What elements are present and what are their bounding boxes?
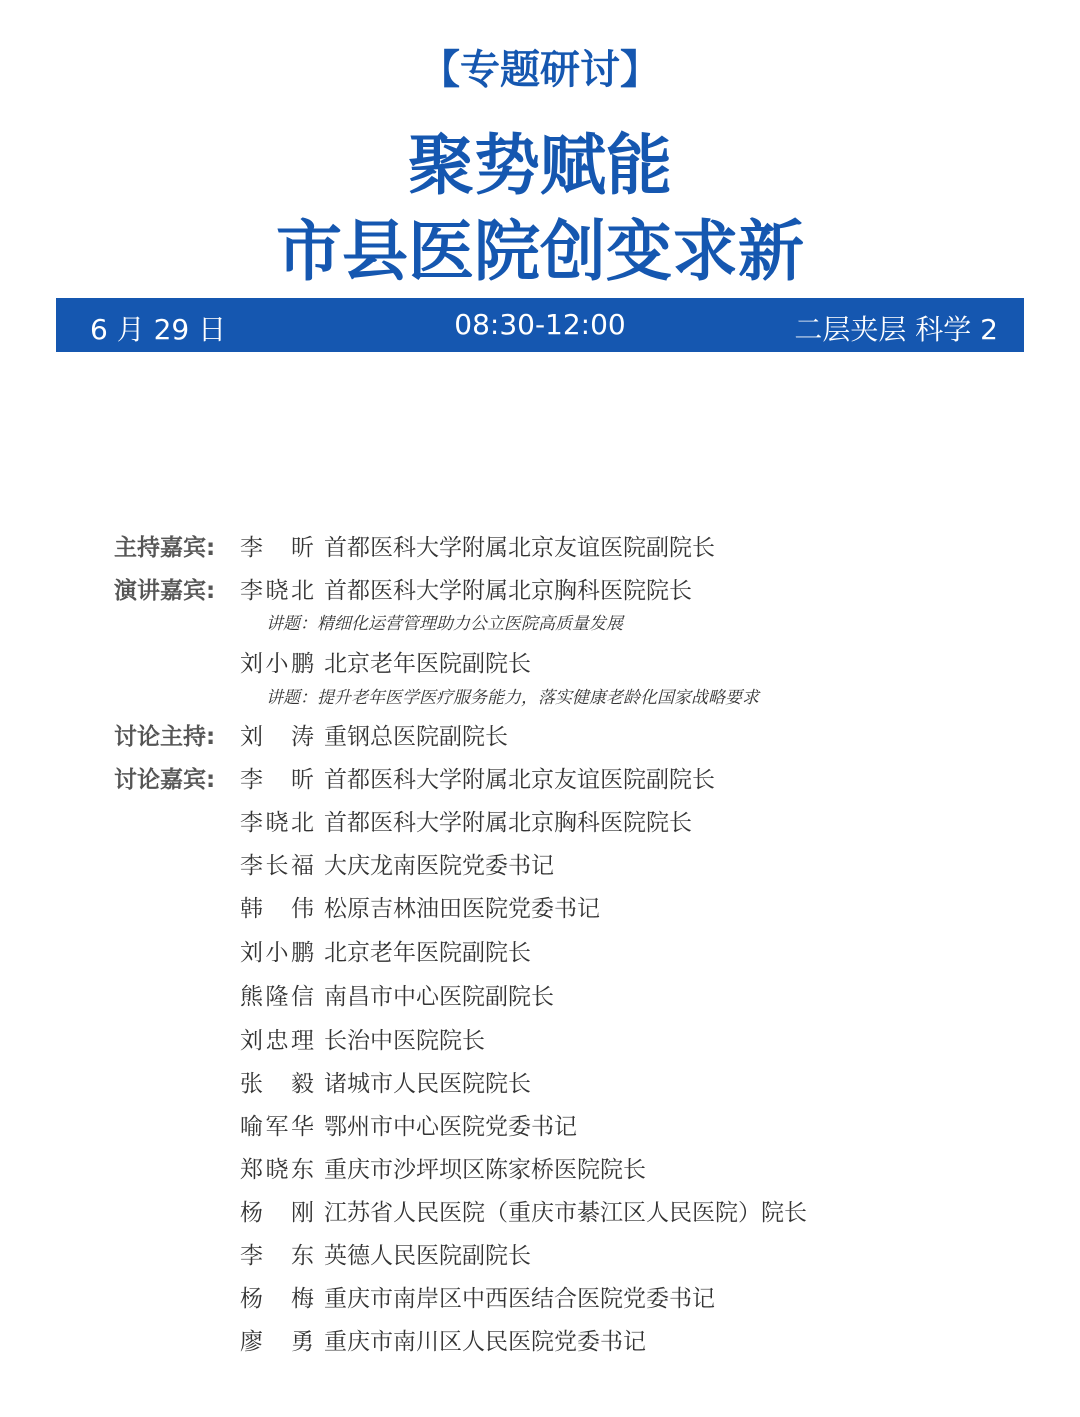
guest-name: 喻军华 [240, 1114, 314, 1140]
guest-title: 英德人民医院副院长 [324, 1243, 531, 1269]
guest-title: 首都医科大学附属北京友谊医院副院长 [324, 767, 715, 793]
guest-name: 刘 涛 [240, 724, 314, 750]
guest-name: 熊隆信 [240, 984, 314, 1010]
guest-name: 廖 勇 [240, 1329, 314, 1355]
role-label: 主持嘉宾: [114, 535, 216, 561]
guest-title: 鄂州市中心医院党委书记 [324, 1114, 577, 1140]
guest-title: 首都医科大学附属北京友谊医院副院长 [324, 535, 715, 561]
speech-topic: 讲题：精细化运营管理助力公立医院高质量发展 [266, 614, 623, 634]
guest-title: 首都医科大学附属北京胸科医院院长 [324, 578, 692, 604]
title-line-1: 聚势赋能 [408, 127, 672, 204]
guest-title: 诸城市人民医院院长 [324, 1071, 531, 1097]
guest-name: 杨 刚 [240, 1200, 314, 1226]
section-tag: 【专题研讨】 [420, 47, 660, 93]
guest-title: 南昌市中心医院副院长 [324, 984, 554, 1010]
guest-name: 李长福 [240, 853, 314, 879]
role-label: 讨论主持: [114, 724, 216, 750]
guest-name: 杨 梅 [240, 1286, 314, 1312]
guest-title: 重庆市沙坪坝区陈家桥医院院长 [324, 1157, 646, 1183]
guest-name: 李 昕 [240, 535, 314, 561]
guest-name: 李 东 [240, 1243, 314, 1269]
guest-title: 松原吉林油田医院党委书记 [324, 896, 600, 922]
guest-name: 刘小鹏 [240, 940, 314, 966]
guest-title: 首都医科大学附属北京胸科医院院长 [324, 810, 692, 836]
guest-title: 重庆市南川区人民医院党委书记 [324, 1329, 646, 1355]
guest-title: 长治中医院院长 [324, 1028, 485, 1054]
guest-name: 李 昕 [240, 767, 314, 793]
guest-name: 郑晓东 [240, 1157, 314, 1183]
guest-name: 韩 伟 [240, 896, 314, 922]
guest-name: 李晓北 [240, 810, 314, 836]
guest-name: 张 毅 [240, 1071, 314, 1097]
guest-title: 重庆市南岸区中西医结合医院党委书记 [324, 1286, 715, 1312]
session-date: 6 月 29 日 [90, 313, 227, 346]
guest-name: 李晓北 [240, 578, 314, 604]
speech-topic: 讲题：提升老年医学医疗服务能力，落实健康老龄化国家战略要求 [266, 688, 759, 708]
session-venue: 二层夹层 科学 2 [794, 313, 998, 346]
title-line-2: 市县医院创变求新 [276, 213, 804, 290]
session-time: 08:30-12:00 [454, 308, 626, 341]
guest-title: 北京老年医院副院长 [324, 940, 531, 966]
guest-name: 刘小鹏 [240, 651, 314, 677]
guest-title: 北京老年医院副院长 [324, 651, 531, 677]
guest-title: 江苏省人民医院（重庆市綦江区人民医院）院长 [324, 1200, 807, 1226]
role-label: 讨论嘉宾: [114, 767, 216, 793]
guest-name: 刘忠理 [240, 1028, 314, 1054]
guest-title: 重钢总医院副院长 [324, 724, 508, 750]
role-label: 演讲嘉宾: [114, 578, 216, 604]
guest-title: 大庆龙南医院党委书记 [324, 853, 554, 879]
